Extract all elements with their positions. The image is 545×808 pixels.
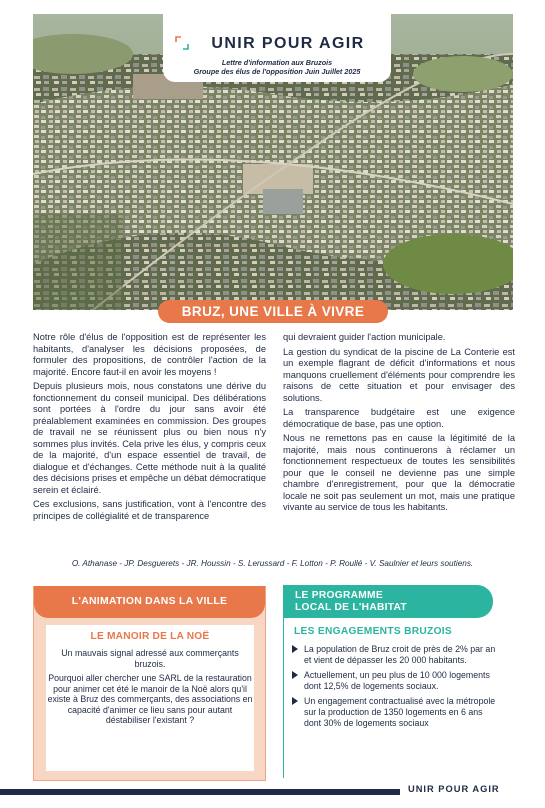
triangle-bullet-icon — [292, 697, 298, 705]
article-paragraph: Depuis plusieurs mois, nous constatons une dérive du fonctionnement du conseil municipal. Des délibérations sont portées à l'ordre du jour sans avoir été préalablement examinées en commission. Des groupes de travail ne se réunissent plus ou bien nous n'y sommes plus invités. Cela prive les élus, y compris ceux de la majorité, d'un espace essentiel de travail, de dialogue et d'échanges. Cette méthode nuit à la qualité des décisions prises et empêche un débat démocratique serein et éclairé. — [33, 381, 266, 495]
programme-tab-line1: LE PROGRAMME — [295, 590, 383, 601]
article-paragraph: Notre rôle d'élus de l'opposition est de représenter les habitants, d'analyser les décisions proposées, de formuler des propositions, de contrôler l'action de la majorité. Encore faut-il en avoir les moyens ! — [33, 332, 266, 377]
list-item — [292, 696, 498, 728]
list-item — [292, 670, 498, 691]
programme-box — [283, 618, 501, 778]
triangle-bullet-icon — [292, 671, 298, 679]
section-banner: BRUZ, UNE VILLE À VIVRE — [158, 300, 388, 323]
footer-brand: UNIR POUR AGIR — [408, 784, 500, 794]
list-item-text: Un engagement contractualisé avec la métropole sur la production de 1350 logements en 6 ans dont 30% de logements sociaux — [304, 696, 496, 728]
signatories: O. Athanase - JP. Desguerets - JR. Houssin - S. Lerussard - F. Lotton - P. Roullé - V. Saulnier et leurs soutiens. — [71, 559, 474, 568]
article-paragraph: La transparence budgétaire est une exigence démocratique de base, pas une option. — [283, 407, 515, 429]
list-item — [292, 644, 498, 665]
footer-bar — [0, 789, 400, 795]
masthead-subtitle-line2: Groupe des élus de l'opposition Juin Juillet 2025 — [193, 67, 361, 76]
article-column-right — [283, 332, 515, 517]
animation-paragraph: Un mauvais signal adressé aux commerçants bruzois. — [61, 648, 239, 669]
programme-tab-line2: LOCAL DE L'HABITAT — [295, 602, 407, 613]
article-column-left — [33, 332, 266, 525]
animation-tab-title: L'ANIMATION DANS LA VILLE — [34, 586, 265, 618]
programme-list — [292, 644, 498, 733]
animation-box — [33, 586, 266, 781]
article-paragraph: Ces exclusions, sans justification, vont à l'encontre des principes de collégialité et de transparence — [33, 499, 266, 521]
list-item-text: Actuellement, un peu plus de 10 000 logements dont 12,5% de logements sociaux. — [304, 670, 490, 691]
list-item-text: La population de Bruz croit de près de 2% par an et vient de dépasser les 20 000 habitants. — [304, 644, 496, 665]
programme-subtitle: LES ENGAGEMENTS BRUZOIS — [294, 626, 453, 637]
article-paragraph: La gestion du syndicat de la piscine de La Conterie est un exemple flagrant de déficit d'informations et nous manquons cruellement d'éléments pour comprendre les raisons de cette situation et pour envisager des solutions. — [283, 346, 515, 403]
triangle-bullet-icon — [292, 645, 298, 653]
masthead-subtitle-line1: Lettre d'information aux Bruzois — [221, 58, 333, 67]
article-paragraph: qui devraient guider l'action municipale. — [283, 332, 446, 342]
article-paragraph: Nous ne remettons pas en cause la légitimité de la majorité, mais nous continuerons à réclamer un fonctionnement respectueux de toutes les sensibilités pour que le conseil ne devienne pas une simple chambre d'enregistrement, pour que la démocratie locale ne soit pas seulement un mot, mais une pratique vivante au service de tous les habitants. — [283, 433, 515, 512]
masthead-title: UNIR POUR AGIR — [211, 35, 365, 52]
animation-paragraph: Pourquoi aller chercher une SARL de la restauration pour animer cet été le manoir de la Noë alors qu'il existe à Bruz des commerçants, des associations en capacité d'animer ce lieu sans pour autant déstabiliser l'existant ? — [47, 673, 253, 725]
animation-inner-card — [46, 625, 254, 771]
animation-text — [46, 648, 254, 726]
programme-tab — [283, 585, 493, 618]
animation-subtitle: LE MANOIR DE LA NOË — [90, 631, 210, 642]
masthead — [163, 14, 391, 82]
